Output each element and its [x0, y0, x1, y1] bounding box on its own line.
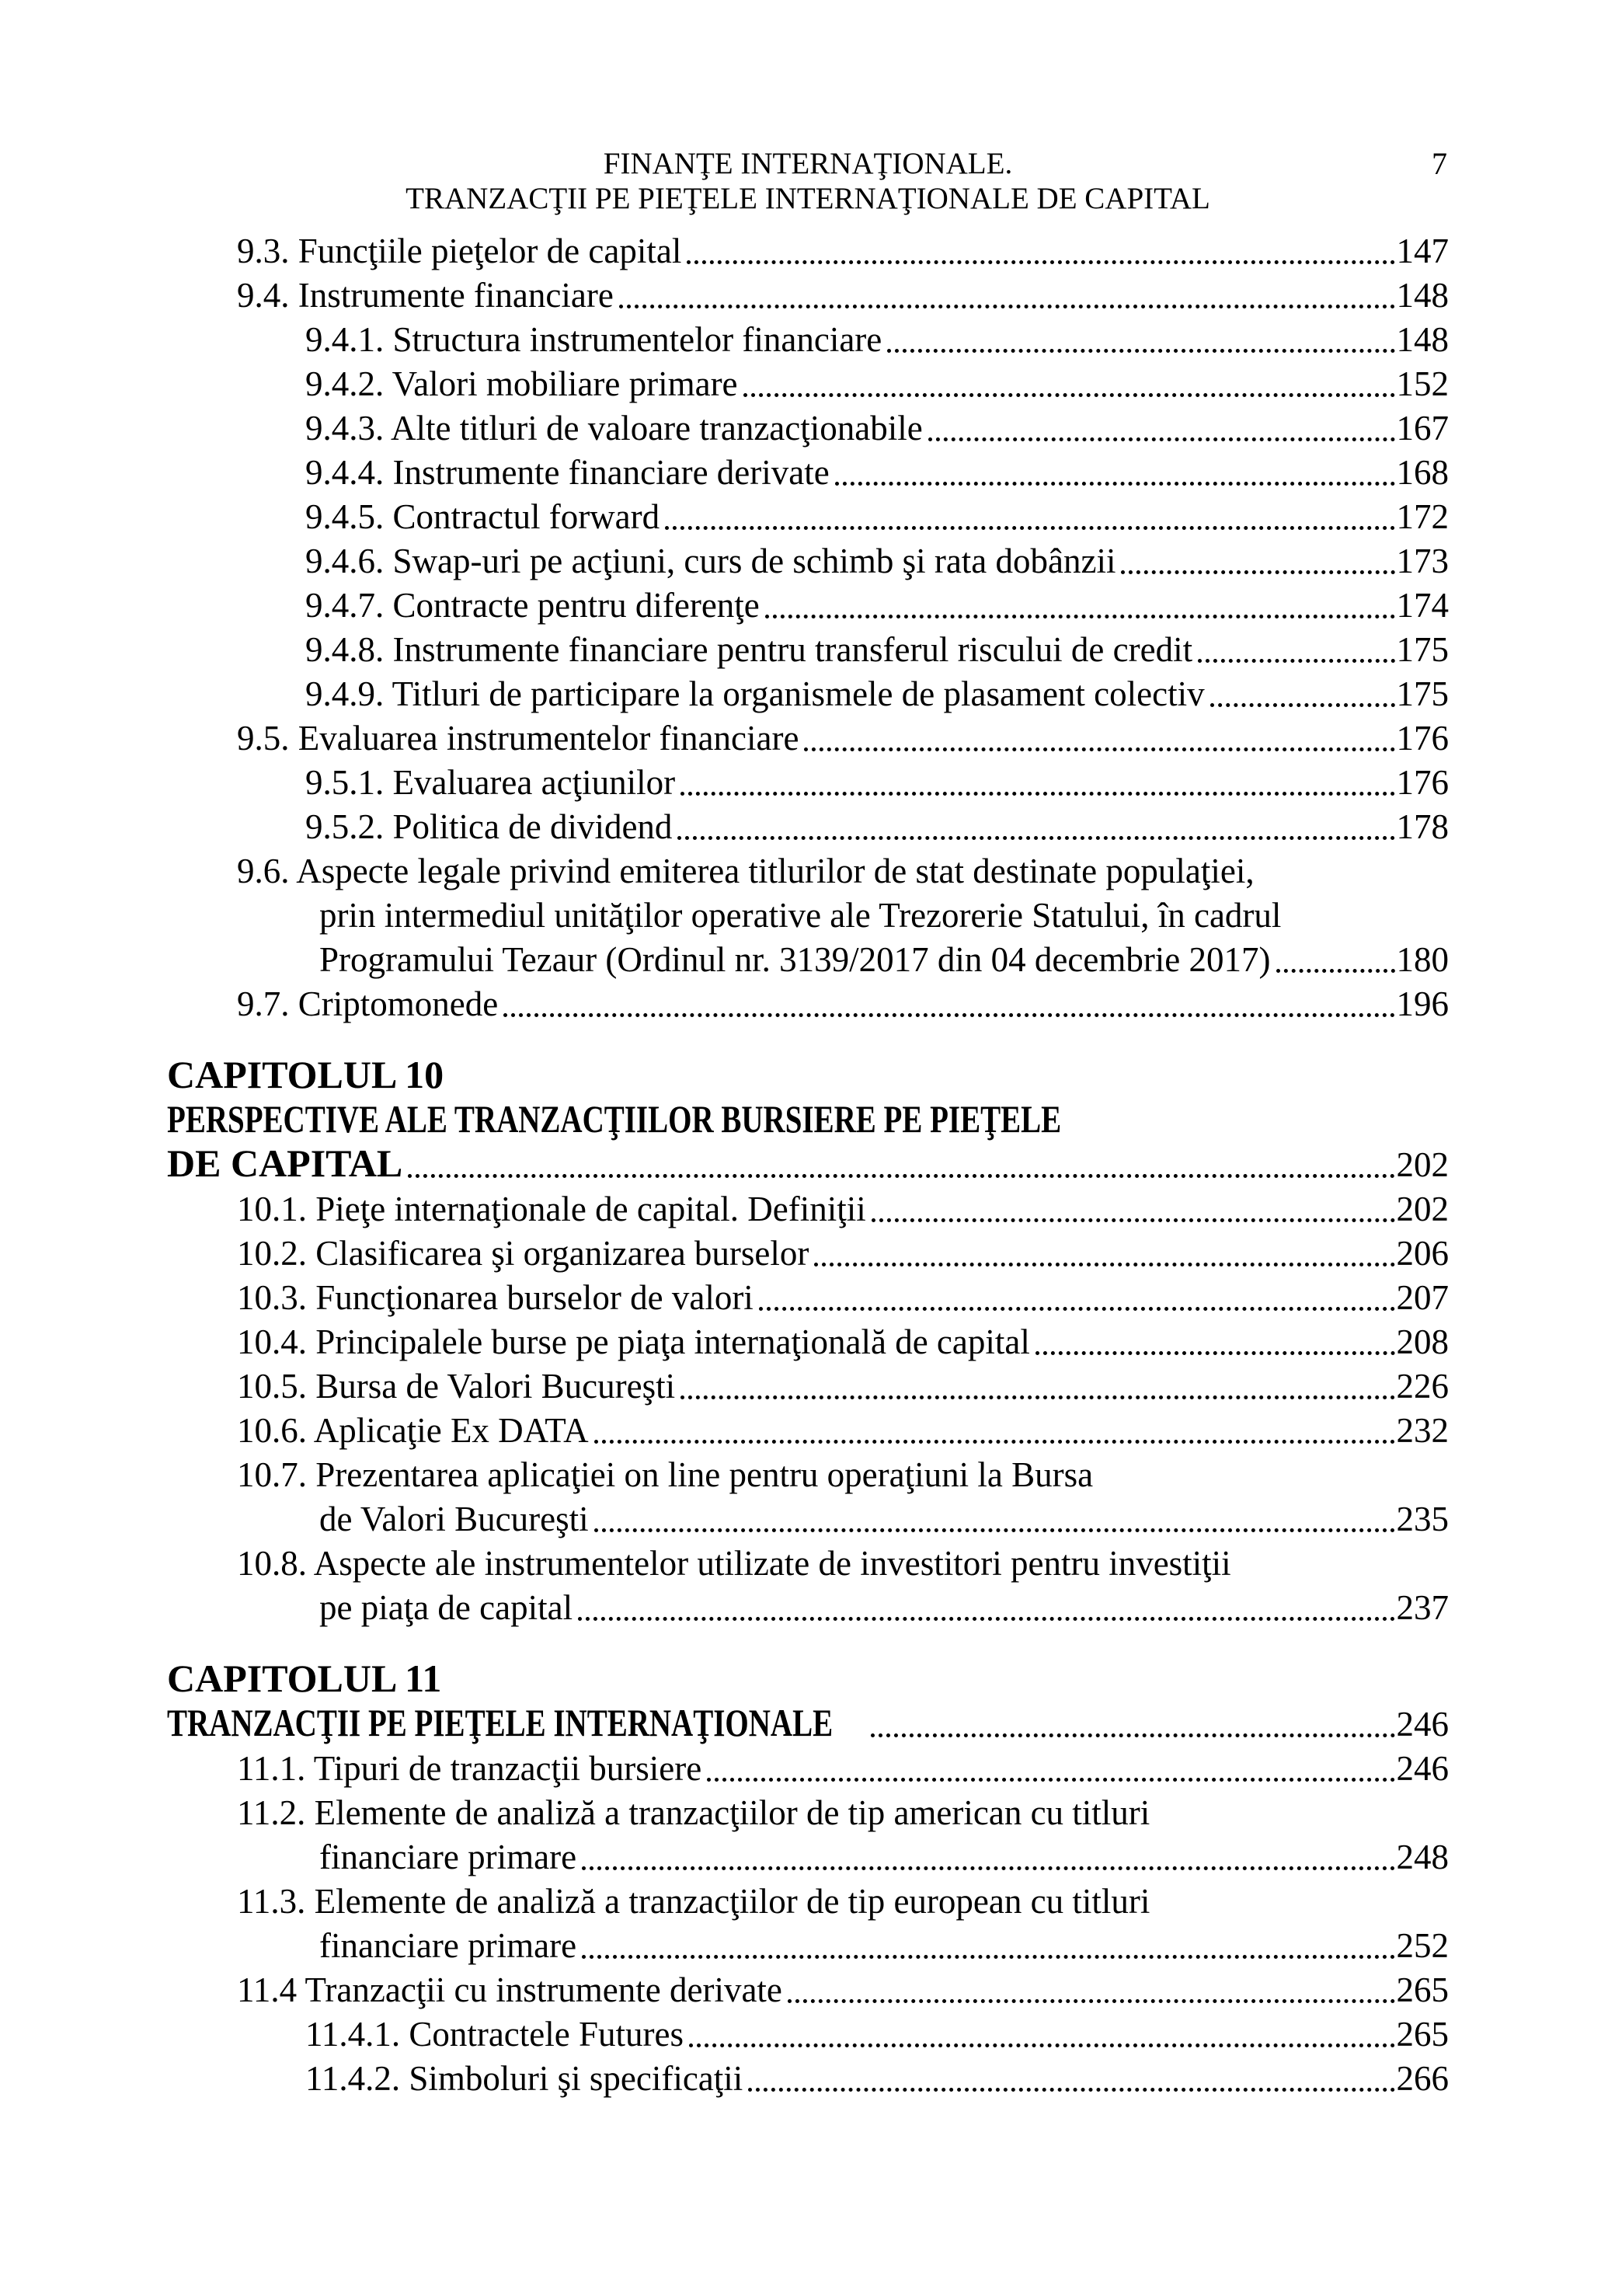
dot-leader	[1198, 659, 1394, 663]
toc-page-number: 252	[1396, 1926, 1449, 1965]
toc-entry	[167, 1232, 1449, 1276]
toc-page-number: 147	[1396, 232, 1449, 270]
toc-entry	[167, 1409, 1449, 1453]
toc-page-number: 246	[1396, 1749, 1449, 1788]
dot-leader	[804, 747, 1394, 751]
toc-entry	[167, 1453, 1449, 1542]
dot-leader	[928, 437, 1395, 441]
dot-leader	[677, 836, 1394, 840]
dot-leader	[743, 393, 1395, 397]
toc-entry-text: 9.4. Instrumente financiare	[237, 276, 614, 315]
toc-page-number: 172	[1396, 497, 1449, 536]
toc-entry-text: 10.1. Pieţe internaţionale de capital. Definiţii	[237, 1190, 866, 1228]
toc-page-number: 196	[1396, 984, 1449, 1023]
toc-entry-text: TRANZACŢII PE PIEŢELE INTERNAŢIONALE	[167, 1701, 834, 1744]
toc-page-number: 265	[1396, 2015, 1449, 2054]
toc-entry	[167, 1747, 1449, 1791]
toc-entry	[167, 982, 1449, 1026]
dot-leader	[1121, 570, 1394, 574]
dot-leader	[503, 1013, 1394, 1017]
toc-entry	[167, 716, 1449, 761]
toc-entry-text: 10.3. Funcţionarea burselor de valori	[237, 1278, 754, 1317]
toc-page-number: 176	[1396, 719, 1449, 758]
toc-entry	[167, 406, 1449, 451]
toc-entry-text: de Valori Bucureşti	[319, 1500, 589, 1538]
toc-page-number: 152	[1396, 364, 1449, 403]
toc-entry-text: 10.2. Clasificarea şi organizarea burselor	[237, 1234, 809, 1273]
toc-page-number: 178	[1396, 807, 1449, 846]
toc-entry-text: 11.1. Tipuri de tranzacţii bursiere	[237, 1749, 702, 1788]
toc-page-number: 168	[1396, 453, 1449, 492]
toc-page-number: 248	[1396, 1838, 1449, 1876]
dot-leader	[872, 1218, 1395, 1222]
toc-entry-text: DE CAPITAL	[167, 1141, 403, 1185]
chapter-heading	[167, 1053, 1449, 1187]
toc-entry	[167, 584, 1449, 628]
dot-leader	[871, 1733, 1395, 1737]
toc-entry	[167, 1542, 1449, 1630]
toc-page-number: 237	[1396, 1588, 1449, 1627]
running-head-line1: FINANŢE INTERNAŢIONALE.	[603, 147, 1013, 180]
chapter-heading-line: CAPITOLUL 11	[167, 1657, 442, 1700]
toc-entry-text: 9.4.7. Contracte pentru diferenţe	[305, 586, 760, 625]
toc-entry	[167, 805, 1449, 849]
running-head-line2: TRANZACŢII PE PIEŢELE INTERNAŢIONALE DE CAPITAL	[405, 182, 1210, 215]
dot-leader	[578, 1617, 1394, 1621]
toc-entry-text: 11.4.2. Simboluri şi specificaţii	[305, 2059, 743, 2098]
toc-entry	[167, 1276, 1449, 1320]
toc-page-number: 266	[1396, 2059, 1449, 2098]
toc-page-number: 202	[1396, 1145, 1449, 1184]
toc-entry	[167, 1320, 1449, 1364]
toc-entry	[167, 849, 1449, 982]
toc-entry-text: 9.5.2. Politica de dividend	[305, 807, 673, 846]
toc-page-number: 180	[1396, 940, 1449, 979]
toc-entry	[167, 1791, 1449, 1880]
dot-leader	[582, 1955, 1394, 1959]
dot-leader	[748, 2088, 1394, 2092]
dot-leader	[680, 1395, 1394, 1399]
toc-page-number: 206	[1396, 1234, 1449, 1273]
toc-entry-line: 9.6. Aspecte legale privind emiterea titlurilor de stat destinate populaţiei,	[237, 852, 1255, 890]
toc-entry-text: 11.4.1. Contractele Futures	[305, 2015, 684, 2054]
toc-entry-text: 9.5. Evaluarea instrumentelor financiare	[237, 719, 799, 758]
toc-entry-text: 10.5. Bursa de Valori Bucureşti	[237, 1367, 676, 1406]
toc-entry-text: 9.4.3. Alte titluri de valoare tranzacţionabile	[305, 409, 923, 448]
toc-entry-text: 9.4.6. Swap-uri pe acţiuni, curs de schimb şi rata dobânzii	[305, 542, 1116, 580]
toc-entry-text: 10.4. Principalele burse pe piaţa internaţională de capital	[237, 1322, 1030, 1361]
chapter-heading-line	[167, 1097, 1449, 1141]
dot-leader	[1276, 969, 1395, 973]
dot-leader	[1210, 703, 1395, 707]
toc-entry-text: 9.4.4. Instrumente financiare derivate	[305, 453, 830, 492]
toc-page-number: 208	[1396, 1322, 1449, 1361]
toc-entry-text: Programului Tezaur (Ordinul nr. 3139/2017 din 04 decembrie 2017)	[319, 940, 1271, 979]
toc-entry-text: 11.4 Tranzacţii cu instrumente derivate	[237, 1970, 782, 2009]
toc-entry-line: 11.2. Elemente de analiză a tranzacţiilor de tip american cu titluri	[237, 1793, 1150, 1832]
toc-entry	[167, 2057, 1449, 2101]
toc-page-number: 235	[1396, 1500, 1449, 1538]
toc-entry	[167, 1187, 1449, 1232]
toc-entry-text: pe piaţa de capital	[319, 1588, 573, 1627]
toc-page-number: 207	[1396, 1278, 1449, 1317]
dot-leader	[707, 1778, 1394, 1782]
toc-page-number: 167	[1396, 409, 1449, 448]
toc-entry-line: 11.3. Elemente de analiză a tranzacţiilor de tip european cu titluri	[237, 1882, 1150, 1921]
toc-page-number: 175	[1396, 630, 1449, 669]
chapter-heading-line: CAPITOLUL 10	[167, 1053, 444, 1096]
toc-entry-text: 9.5.1. Evaluarea acţiunilor	[305, 763, 676, 802]
toc-entry	[167, 1364, 1449, 1409]
toc-entry	[167, 1880, 1449, 1968]
running-head	[167, 146, 1449, 216]
toc-entry-text: 10.6. Aplicaţie Ex DATA	[237, 1411, 589, 1450]
dot-leader	[765, 615, 1395, 618]
toc-entry-line: 10.8. Aspecte ale instrumentelor utilizate de investitori pentru investiţii	[237, 1544, 1231, 1583]
toc-page-number: 176	[1396, 763, 1449, 802]
dot-leader	[408, 1174, 1394, 1178]
dot-leader	[759, 1307, 1395, 1311]
dot-leader	[582, 1866, 1394, 1870]
toc-entry	[167, 229, 1449, 273]
dot-leader	[887, 349, 1394, 353]
toc-entry	[167, 495, 1449, 539]
toc-entry	[167, 362, 1449, 406]
dot-leader	[788, 1999, 1395, 2003]
toc-entry-line: 10.7. Prezentarea aplicaţiei on line pentru operaţiuni la Bursa	[237, 1455, 1094, 1494]
dot-leader	[594, 1440, 1395, 1444]
dot-leader	[665, 526, 1394, 530]
toc-page-number: 202	[1396, 1190, 1449, 1228]
toc-entry	[167, 761, 1449, 805]
toc-entry-text: 9.4.2. Valori mobiliare primare	[305, 364, 738, 403]
chapter-heading	[167, 1657, 1449, 1747]
toc-entry-text: financiare primare	[319, 1838, 577, 1876]
chapter-heading-text: PERSPECTIVE ALE TRANZACŢIILOR BURSIERE PE PIEŢELE	[167, 1097, 1062, 1141]
toc-entry-text: 9.4.5. Contractul forward	[305, 497, 660, 536]
dot-leader	[835, 482, 1395, 486]
toc-entry	[167, 672, 1449, 716]
toc-entry	[167, 451, 1449, 495]
toc-page-number: 175	[1396, 674, 1449, 713]
toc-page-number: 246	[1396, 1705, 1449, 1744]
toc	[167, 229, 1449, 2101]
dot-leader	[594, 1528, 1395, 1532]
toc-entry-line: prin intermediul unităţilor operative ale Trezorerie Statului, în cadrul	[319, 896, 1282, 935]
toc-page-number: 232	[1396, 1411, 1449, 1450]
dot-leader	[689, 2043, 1395, 2047]
toc-entry-text: 9.4.8. Instrumente financiare pentru transferul riscului de credit	[305, 630, 1193, 669]
dot-leader	[619, 305, 1395, 308]
dot-leader	[1035, 1351, 1395, 1355]
toc-page-number: 173	[1396, 542, 1449, 580]
toc-entry	[167, 273, 1449, 318]
toc-entry	[167, 539, 1449, 584]
toc-page-number: 174	[1396, 586, 1449, 625]
toc-entry-text: 9.4.9. Titluri de participare la organismele de plasament colectiv	[305, 674, 1205, 713]
toc-entry-text: financiare primare	[319, 1926, 577, 1965]
toc-entry-text: 9.7. Criptomonede	[237, 984, 499, 1023]
toc-entry-text: 9.3. Funcţiile pieţelor de capital	[237, 232, 682, 270]
toc-entry	[167, 2012, 1449, 2057]
toc-entry	[167, 1968, 1449, 2012]
toc-page-number: 148	[1396, 276, 1449, 315]
toc-entry	[167, 318, 1449, 362]
folio-page-number: 7	[1432, 146, 1447, 181]
toc-page-number: 226	[1396, 1367, 1449, 1406]
toc-page-number: 265	[1396, 1970, 1449, 2009]
dot-leader	[680, 792, 1394, 796]
toc-page-number: 148	[1396, 320, 1449, 359]
toc-entry-text: 9.4.1. Structura instrumentelor financiare	[305, 320, 882, 359]
dot-leader	[687, 260, 1394, 264]
dot-leader	[814, 1263, 1394, 1266]
toc-entry	[167, 628, 1449, 672]
